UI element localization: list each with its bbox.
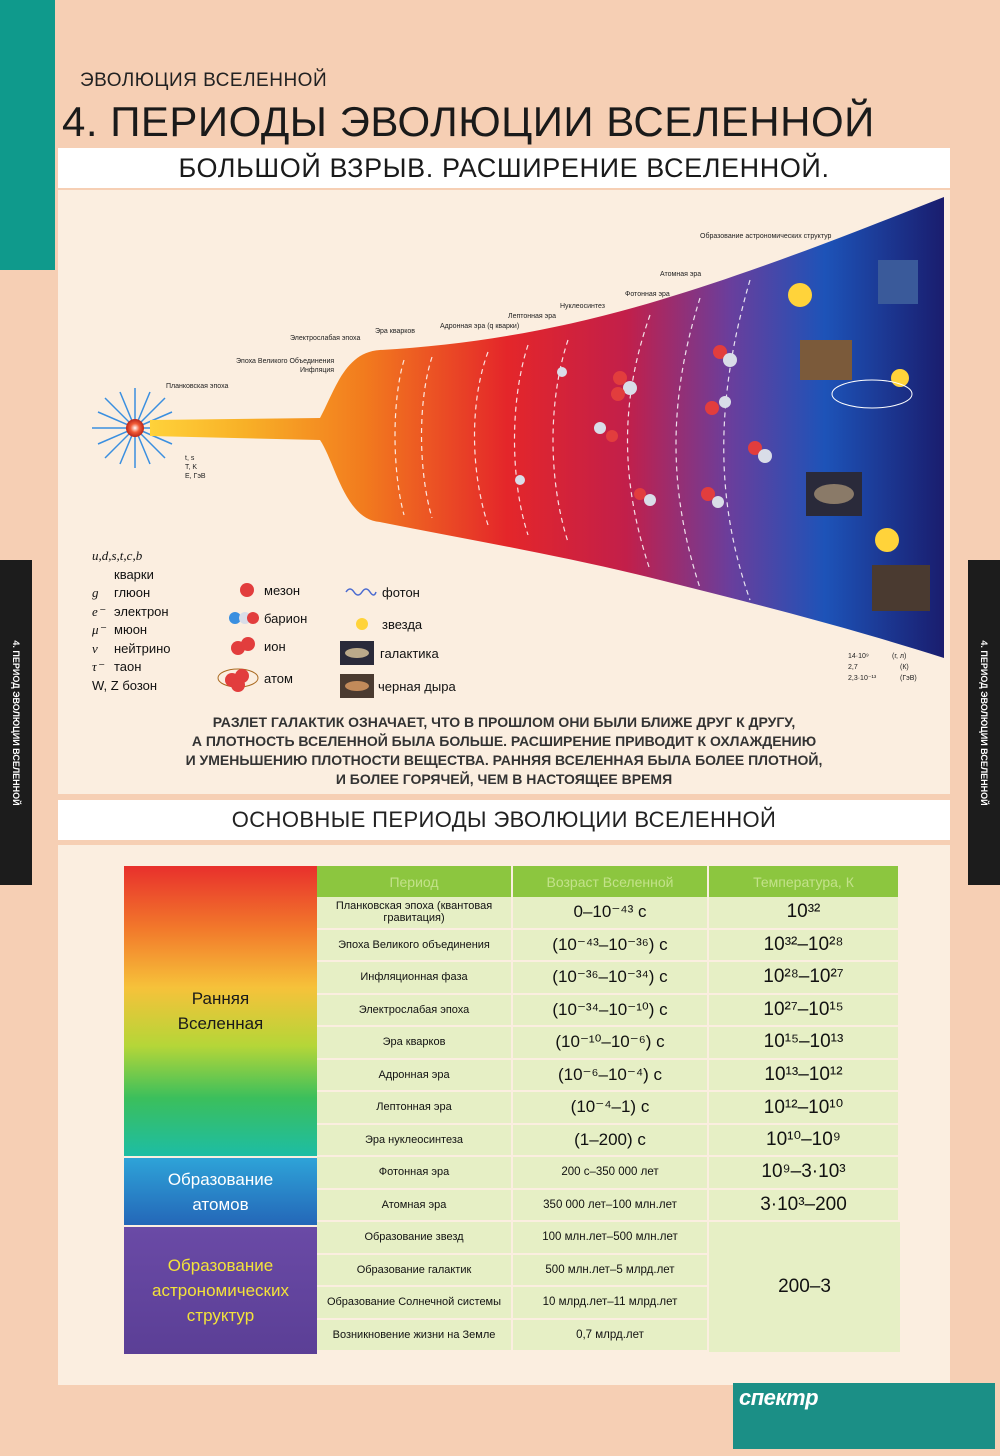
- cell-age: (10⁻⁴–1) с: [513, 1092, 709, 1125]
- left-side-tab-label: 4. ПЕРИОД ЭВОЛЮЦИИ ВСЕЛЕННОЙ: [11, 639, 21, 806]
- legend-black-hole-label: черная дыра: [378, 678, 456, 694]
- cell-age: (10⁻³⁴–10⁻¹⁰) с: [513, 995, 709, 1028]
- legend-label: W, Z бозон: [92, 677, 158, 693]
- legend-label: нейтрино: [114, 640, 171, 656]
- final-age: 14·10⁹: [848, 653, 869, 660]
- group-label: атомов: [192, 1194, 249, 1214]
- cell-period: Эра кварков: [317, 1027, 513, 1060]
- final-temp: 2,7: [848, 664, 858, 671]
- group-structure-formation: [124, 1227, 317, 1354]
- merged-temperature-cell: 200–3: [709, 1222, 900, 1354]
- table-grid: [317, 866, 900, 1354]
- cell-period: Инфляционная фаза: [317, 962, 513, 995]
- scale-label-t: t, s: [185, 455, 195, 462]
- caption-line: И БОЛЕЕ ГОРЯЧЕЙ, ЧЕМ В НАСТОЯЩЕЕ ВРЕМЯ: [335, 771, 673, 787]
- legend-star-label: звезда: [382, 616, 423, 632]
- scale-label-T: T, K: [185, 464, 198, 471]
- cell-age: (10⁻⁴³–10⁻³⁶) с: [513, 930, 709, 963]
- astronomy-image: [800, 340, 852, 380]
- cell-period: Электрослабая эпоха: [317, 995, 513, 1028]
- cell-period: Планковская эпоха (квантовая гравитация): [317, 897, 513, 930]
- cell-age: 350 000 лет–100 млн.лет: [513, 1190, 709, 1223]
- table-row: [317, 1125, 900, 1158]
- section-title-bar: [58, 800, 950, 840]
- legend-label: мюон: [114, 622, 148, 637]
- table-row: [317, 995, 900, 1028]
- legend-star: [352, 608, 422, 641]
- black-hole-image: [872, 565, 930, 611]
- cell-temp: 10⁹–3·10³: [709, 1157, 900, 1190]
- legend-galaxy-label: галактика: [380, 645, 439, 661]
- particle-legend: [92, 548, 171, 696]
- publisher-logo: [733, 1383, 995, 1449]
- legend-label: кварки: [114, 566, 154, 582]
- cell-period: Образование Солнечной системы: [317, 1287, 513, 1320]
- series-title: ЭВОЛЮЦИЯ ВСЕЛЕННОЙ: [80, 70, 328, 91]
- era-label-lepton: Лептонная эра: [508, 313, 557, 320]
- cell-age: 0–10⁻⁴³ с: [513, 897, 709, 930]
- legend-symbol: μ⁻: [92, 622, 106, 637]
- table-row: [317, 1060, 900, 1093]
- era-label-hadron: Адронная эра (q кварки): [440, 323, 520, 330]
- group-label: Образование: [167, 1169, 274, 1189]
- publisher-brand: спектр: [739, 1385, 819, 1410]
- final-energy: 2,3·10⁻¹³: [848, 675, 877, 682]
- legend-photon-label: фотон: [382, 584, 420, 600]
- cell-period: Образование звезд: [317, 1222, 513, 1255]
- legend-atom: [216, 662, 293, 695]
- star-icon: [352, 614, 372, 634]
- caption-line: И УМЕНЬШЕНИЮ ПЛОТНОСТИ ВЕЩЕСТВА. РАННЯЯ ВСЕЛЕННАЯ БЫЛА БОЛЕЕ ПЛОТНОЙ,: [185, 752, 823, 768]
- legend-black-hole: [340, 670, 456, 703]
- cell-age: 100 млн.лет–500 млн.лет: [513, 1222, 709, 1255]
- cell-temp: 10¹²–10¹⁰: [709, 1092, 900, 1125]
- legend-gluon: [92, 585, 171, 604]
- era-label-electroweak: Электрослабая эпоха: [290, 335, 361, 342]
- cell-age: 10 млрд.лет–11 млрд.лет: [513, 1287, 709, 1320]
- legend-atom-label: атом: [264, 670, 293, 686]
- cell-temp: 10²⁷–10¹⁵: [709, 995, 900, 1028]
- legend-electron: [92, 604, 171, 623]
- final-energy-unit: (ГэВ): [900, 675, 917, 682]
- cell-age: 500 млн.лет–5 млрд.лет: [513, 1255, 709, 1288]
- cell-period: Возникновение жизни на Земле: [317, 1320, 513, 1353]
- legend-wz-boson: [92, 678, 171, 697]
- cell-temp: 10¹³–10¹²: [709, 1060, 900, 1093]
- header-age: Возраст Вселенной: [513, 866, 709, 897]
- legend-photon: [344, 576, 420, 609]
- era-label-planck: Планковская эпоха: [166, 383, 229, 390]
- group-early-universe: [124, 866, 317, 1156]
- group-label: астрономических: [152, 1281, 289, 1300]
- cell-period: Лептонная эра: [317, 1092, 513, 1125]
- galaxy-icon: [340, 641, 374, 665]
- table-row: [317, 1190, 900, 1223]
- legend-quarks-symbols: [92, 548, 171, 567]
- cell-age: 200 с–350 000 лет: [513, 1157, 709, 1190]
- page-title: 4. ПЕРИОДЫ ЭВОЛЮЦИИ ВСЕЛЕННОЙ: [62, 98, 875, 145]
- legend-label: таон: [114, 659, 142, 674]
- era-label-atomic: Атомная эра: [660, 271, 702, 278]
- group-label: Вселенная: [177, 1014, 264, 1033]
- legend-meson-label: мезон: [264, 582, 301, 598]
- caption-line: А ПЛОТНОСТЬ ВСЕЛЕННОЙ БЫЛА БОЛЬШЕ. РАСШИРЕНИЕ ПРИВОДИТ К ОХЛАЖДЕНИЮ: [191, 733, 817, 749]
- group-label: Образование: [167, 1256, 274, 1275]
- cell-period: Образование галактик: [317, 1255, 513, 1288]
- photon-wave-icon: [344, 585, 378, 599]
- cell-period: Атомная эра: [317, 1190, 513, 1223]
- table-row: [317, 897, 900, 930]
- cell-temp: 10²⁸–10²⁷: [709, 962, 900, 995]
- group-column: [124, 866, 317, 1354]
- cell-temp: 3·10³–200: [709, 1190, 900, 1223]
- cell-temp: 10¹⁵–10¹³: [709, 1027, 900, 1060]
- group-atom-formation: [124, 1158, 317, 1225]
- final-temp-unit: (К): [900, 664, 909, 671]
- cell-age: (10⁻⁶–10⁻⁴) с: [513, 1060, 709, 1093]
- caption: [58, 713, 950, 789]
- cell-temp: 10³²: [709, 897, 900, 930]
- era-label-quark: Эра кварков: [375, 328, 416, 335]
- era-label-gut: Эпоха Великого Объединения: [236, 358, 335, 365]
- baryon-icon: [226, 609, 260, 627]
- section-title: ОСНОВНЫЕ ПЕРИОДЫ ЭВОЛЮЦИИ ВСЕЛЕННОЙ: [231, 807, 777, 832]
- cell-period: Эра нуклеосинтеза: [317, 1125, 513, 1158]
- era-label-nucleosynthesis: Нуклеосинтез: [560, 303, 605, 310]
- header-temperature: Температура, К: [709, 866, 900, 897]
- header-period: Период: [317, 866, 513, 897]
- legend-symbol: τ⁻: [92, 659, 104, 674]
- legend-symbol: ν: [92, 640, 98, 656]
- space-photo: [878, 260, 918, 304]
- table-row: [317, 1157, 900, 1190]
- cell-period: Эпоха Великого объединения: [317, 930, 513, 963]
- black-hole-icon: [340, 674, 374, 698]
- cell-temp: 10³²–10²⁸: [709, 930, 900, 963]
- cell-age: 0,7 млрд.лет: [513, 1320, 709, 1353]
- caption-line: РАЗЛЕТ ГАЛАКТИК ОЗНАЧАЕТ, ЧТО В ПРОШЛОМ ОНИ БЫЛИ БЛИЖЕ ДРУГ К ДРУГУ,: [212, 714, 796, 730]
- era-label-photon: Фотонная эра: [625, 291, 670, 298]
- group-label: структур: [186, 1306, 255, 1325]
- legend-neutrino: [92, 641, 171, 660]
- scale-label-E: E, ГэВ: [185, 473, 206, 480]
- legend-tauon: [92, 659, 171, 678]
- atom-icon: [216, 658, 260, 698]
- cell-temp: 10¹⁰–10⁹: [709, 1125, 900, 1158]
- era-label-inflation: Инфляция: [300, 367, 335, 374]
- final-age-unit: (г, л): [892, 653, 907, 660]
- table-header: [317, 866, 900, 897]
- right-side-tab-label: 4. ПЕРИОД ЭВОЛЮЦИИ ВСЕЛЕННОЙ: [979, 639, 989, 806]
- meson-icon: [236, 581, 258, 599]
- cell-period: Адронная эра: [317, 1060, 513, 1093]
- table-row: [317, 1092, 900, 1125]
- legend-muon: [92, 622, 171, 641]
- cell-age: (10⁻³⁶–10⁻³⁴) с: [513, 962, 709, 995]
- legend-ion-label: ион: [264, 638, 286, 654]
- group-label: Ранняя: [191, 989, 250, 1008]
- era-label-structures: Образование астрономических структур: [700, 233, 832, 240]
- legend-symbol: g: [92, 585, 99, 600]
- legend-symbol: u,d,s,t,c,b: [92, 548, 143, 563]
- table-row: [317, 962, 900, 995]
- cell-period: Фотонная эра: [317, 1157, 513, 1190]
- legend-baryon-label: барион: [264, 610, 308, 626]
- legend-quarks: [92, 567, 171, 586]
- cell-age: (1–200) с: [513, 1125, 709, 1158]
- subtitle: БОЛЬШОЙ ВЗРЫВ. РАСШИРЕНИЕ ВСЕЛЕННОЙ.: [178, 153, 830, 183]
- legend-galaxy: [340, 637, 439, 670]
- periods-table: [124, 866, 900, 1354]
- legend-symbol: e⁻: [92, 603, 105, 619]
- legend-label: электрон: [114, 603, 169, 619]
- cell-age: (10⁻¹⁰–10⁻⁶) с: [513, 1027, 709, 1060]
- legend-label: глюон: [114, 585, 151, 600]
- table-row: [317, 1027, 900, 1060]
- table-row: [317, 930, 900, 963]
- ion-icon: [228, 635, 260, 657]
